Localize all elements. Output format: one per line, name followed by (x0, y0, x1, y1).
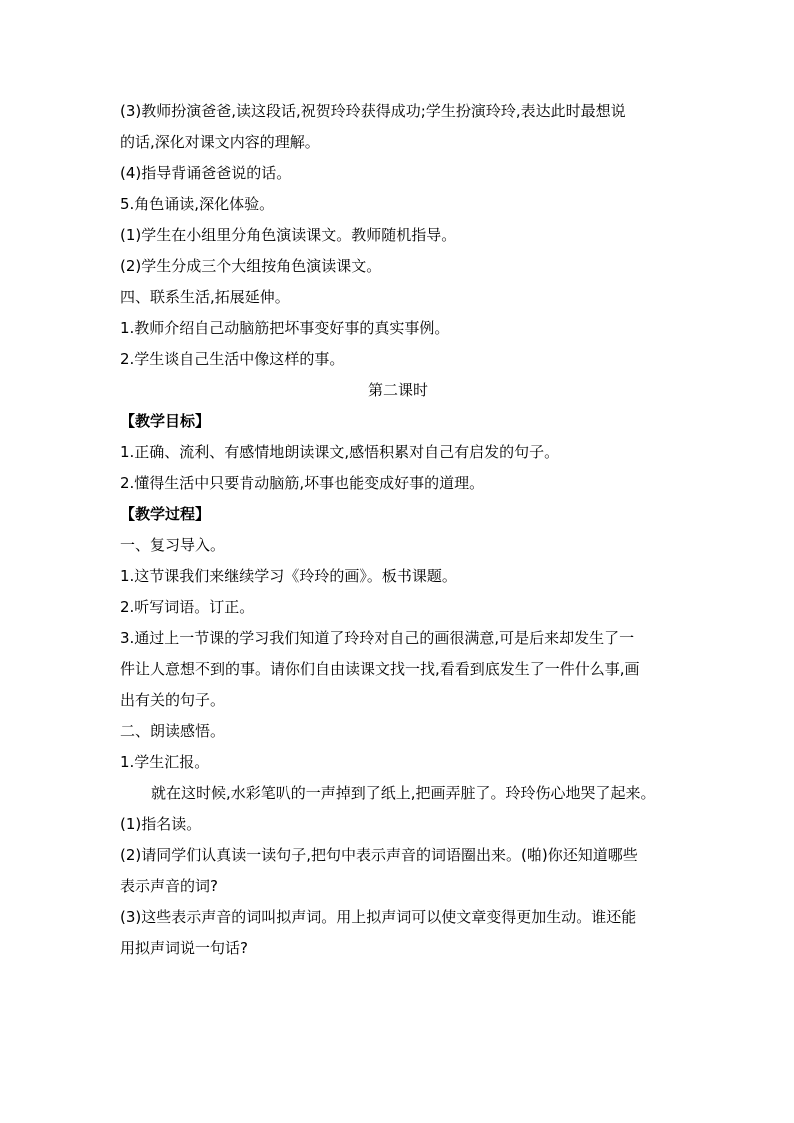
paragraph-line: 1.正确、流利、有感情地朗读课文,感悟积累对自己有启发的句子。 (120, 443, 560, 461)
paragraph-line: 5.角色诵读,深化体验。 (120, 195, 275, 213)
section-heading-goals: 【教学目标】 (120, 412, 211, 430)
quoted-sentence: 就在这时候,水彩笔叭的一声掉到了纸上,把画弄脏了。玲玲伤心地哭了起来。 (151, 784, 656, 802)
paragraph-line: 2.学生谈自己生活中像这样的事。 (120, 350, 345, 368)
paragraph-line: (2)请同学们认真读一读句子,把句中表示声音的词语圈出来。(啪)你还知道哪些 (120, 846, 638, 864)
paragraph-line: 出有关的句子。 (120, 691, 226, 709)
paragraph-line: 件让人意想不到的事。请你们自由读课文找一找,看看到底发生了一件什么事,画 (120, 660, 640, 678)
section-heading: 一、复习导入。 (120, 536, 226, 554)
paragraph-line: 2.懂得生活中只要肯动脑筋,坏事也能变成好事的道理。 (120, 474, 485, 492)
lesson-title: 第二课时 (367, 381, 428, 399)
paragraph-line: (3)这些表示声音的词叫拟声词。用上拟声词可以使文章变得更加生动。谁还能 (120, 908, 637, 926)
paragraph-line: 1.这节课我们来继续学习《玲玲的画》。板书课题。 (120, 567, 457, 585)
document-body (120, 96, 676, 964)
paragraph-line: 1.学生汇报。 (120, 753, 210, 771)
section-heading: 四、联系生活,拓展延伸。 (120, 288, 290, 306)
paragraph-line: 表示声音的词? (120, 877, 218, 895)
paragraph-line: 用拟声词说一句话? (120, 939, 248, 957)
paragraph-line: (1)学生在小组里分角色演读课文。教师随机指导。 (120, 226, 457, 244)
paragraph-line: (4)指导背诵爸爸说的话。 (120, 164, 292, 182)
paragraph-line: (1)指名读。 (120, 815, 202, 833)
paragraph-line: (2)学生分成三个大组按角色演读课文。 (120, 257, 382, 275)
section-heading-process: 【教学过程】 (120, 505, 211, 523)
paragraph-line: 3.通过上一节课的学习我们知道了玲玲对自己的画很满意,可是后来却发生了一 (120, 629, 635, 647)
paragraph-line: (3)教师扮演爸爸,读这段话,祝贺玲玲获得成功;学生扮演玲玲,表达此时最想说 (120, 102, 626, 120)
paragraph-line: 的话,深化对课文内容的理解。 (120, 133, 320, 151)
paragraph-line: 2.听写词语。订正。 (120, 598, 255, 616)
paragraph-line: 1.教师介绍自己动脑筋把坏事变好事的真实事例。 (120, 319, 450, 337)
section-heading: 二、朗读感悟。 (120, 722, 226, 740)
